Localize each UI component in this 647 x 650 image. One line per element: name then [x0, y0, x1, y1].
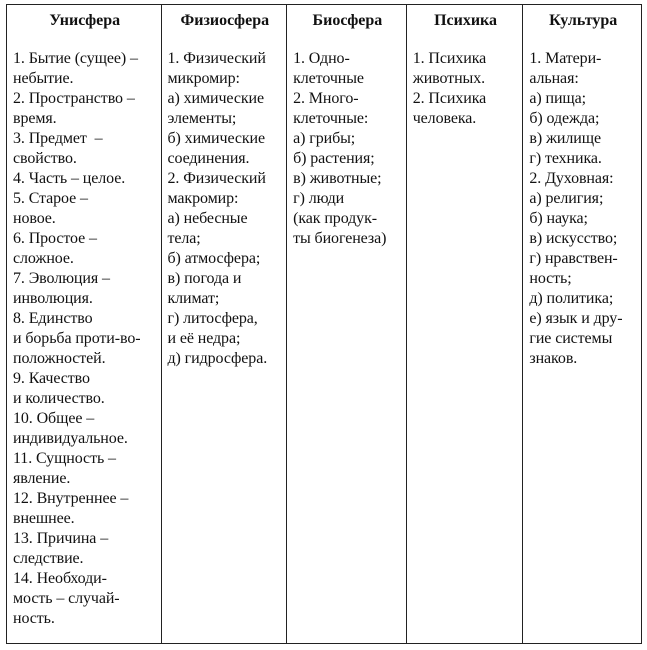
column-psyche [407, 5, 524, 643]
cell-line: 12. Внутреннее – [13, 490, 129, 507]
cell-line: г) люди [293, 190, 345, 207]
cell-line: тела; [167, 230, 201, 247]
cell-line: новое. [13, 210, 56, 227]
cell-line: а) религия; [529, 190, 604, 207]
column-items [293, 49, 402, 249]
cell-line: в) жилище [529, 130, 601, 147]
column-header: Унисфера [49, 12, 121, 29]
cell-line: 5. Старое – [13, 190, 88, 207]
cell-line: следствие. [13, 550, 84, 567]
cell-line: человека. [412, 110, 477, 127]
cell-line: мость – случай- [13, 590, 120, 607]
cell-line: 2. Пространство – [13, 90, 135, 107]
cell-line: 2. Много- [293, 90, 359, 107]
cell-line: свойство. [13, 150, 77, 167]
cell-line: 1. Физический [167, 50, 266, 67]
cell-line: а) химические [167, 90, 264, 107]
cell-line: положностей. [13, 350, 106, 367]
column-items [529, 49, 637, 369]
cell-line: г) техника. [529, 150, 602, 167]
cell-line: и количество. [13, 390, 105, 407]
cell-line: е) язык и дру- [529, 310, 623, 327]
cell-line: а) небесные [167, 210, 248, 227]
cell-line: д) политика; [529, 290, 614, 307]
cell-line: время. [13, 110, 57, 127]
cell-line: клеточные: [293, 110, 369, 127]
column-header: Психика [434, 12, 498, 29]
cell-line: в) погода и [167, 270, 242, 287]
cell-line: 2. Духовная: [529, 170, 614, 187]
cell-line: инволюция. [13, 290, 93, 307]
cell-line: ность; [529, 270, 572, 287]
cell-line: 2. Физический [167, 170, 266, 187]
cell-line: соединения. [167, 150, 250, 167]
cell-line: климат; [167, 290, 220, 307]
cell-line: микромир: [167, 70, 240, 87]
cell-line: б) одежда; [529, 110, 600, 127]
cell-line: 7. Эволюция – [13, 270, 110, 287]
cell-line: 11. Сущность – [13, 450, 116, 467]
cell-line: макромир: [167, 190, 239, 207]
cell-line: небытие. [13, 70, 74, 87]
cell-line: 8. Единство [13, 310, 93, 327]
cell-line: 1. Одно- [293, 50, 350, 67]
cell-line: б) химические [167, 130, 266, 147]
cell-line: животных. [412, 70, 485, 87]
column-unisphere [7, 5, 162, 643]
cell-line: 1. Бытие (сущее) – [13, 50, 138, 67]
cell-line: ность. [13, 610, 55, 627]
column-items [13, 49, 157, 629]
cell-line: 6. Простое – [13, 230, 97, 247]
cell-line: б) растения; [293, 150, 375, 167]
cell-line: 14. Необходи- [13, 570, 107, 587]
cell-line: (как продук- [293, 210, 377, 227]
cell-line: гие системы [529, 330, 613, 347]
column-header: Культура [549, 12, 618, 29]
column-items [168, 49, 283, 369]
cell-line: сложное. [13, 250, 74, 267]
column-culture [523, 5, 641, 643]
cell-line: и борьба проти-во- [13, 330, 141, 347]
column-header: Биосфера [312, 12, 383, 29]
cell-line: б) наука; [529, 210, 588, 227]
cell-line: а) грибы; [293, 130, 356, 147]
column-header: Физиосфера [180, 12, 270, 29]
cell-line: альная: [529, 70, 579, 87]
cell-line: 1. Матери- [529, 50, 602, 67]
cell-line: внешнее. [13, 510, 75, 527]
cell-line: 3. Предмет – [13, 130, 103, 147]
column-items [413, 49, 519, 129]
cell-line: б) атмосфера; [167, 250, 261, 267]
column-biosphere [287, 5, 407, 643]
cell-line: и её недра; [167, 330, 241, 347]
cell-line: элементы; [167, 110, 237, 127]
cell-line: г) литосфера, [167, 310, 258, 327]
spheres-table [6, 4, 642, 644]
cell-line: 9. Качество [13, 370, 90, 387]
cell-line: а) пища; [529, 90, 586, 107]
cell-line: явление. [13, 470, 71, 487]
cell-line: г) нравствен- [529, 250, 618, 267]
cell-line: 13. Причина – [13, 530, 109, 547]
cell-line: клеточные [293, 70, 364, 87]
cell-line: д) гидросфера. [167, 350, 268, 367]
cell-line: 10. Общее – [13, 410, 95, 427]
cell-line: знаков. [529, 350, 578, 367]
cell-line: 1. Психика [412, 50, 487, 67]
cell-line: индивидуальное. [13, 430, 128, 447]
column-physiosphere [162, 5, 288, 643]
cell-line: 2. Психика [412, 90, 487, 107]
cell-line: ты биогенеза) [293, 230, 387, 247]
cell-line: 4. Часть – целое. [13, 170, 126, 187]
cell-line: в) животные; [293, 170, 382, 187]
cell-line: в) искусство; [529, 230, 618, 247]
